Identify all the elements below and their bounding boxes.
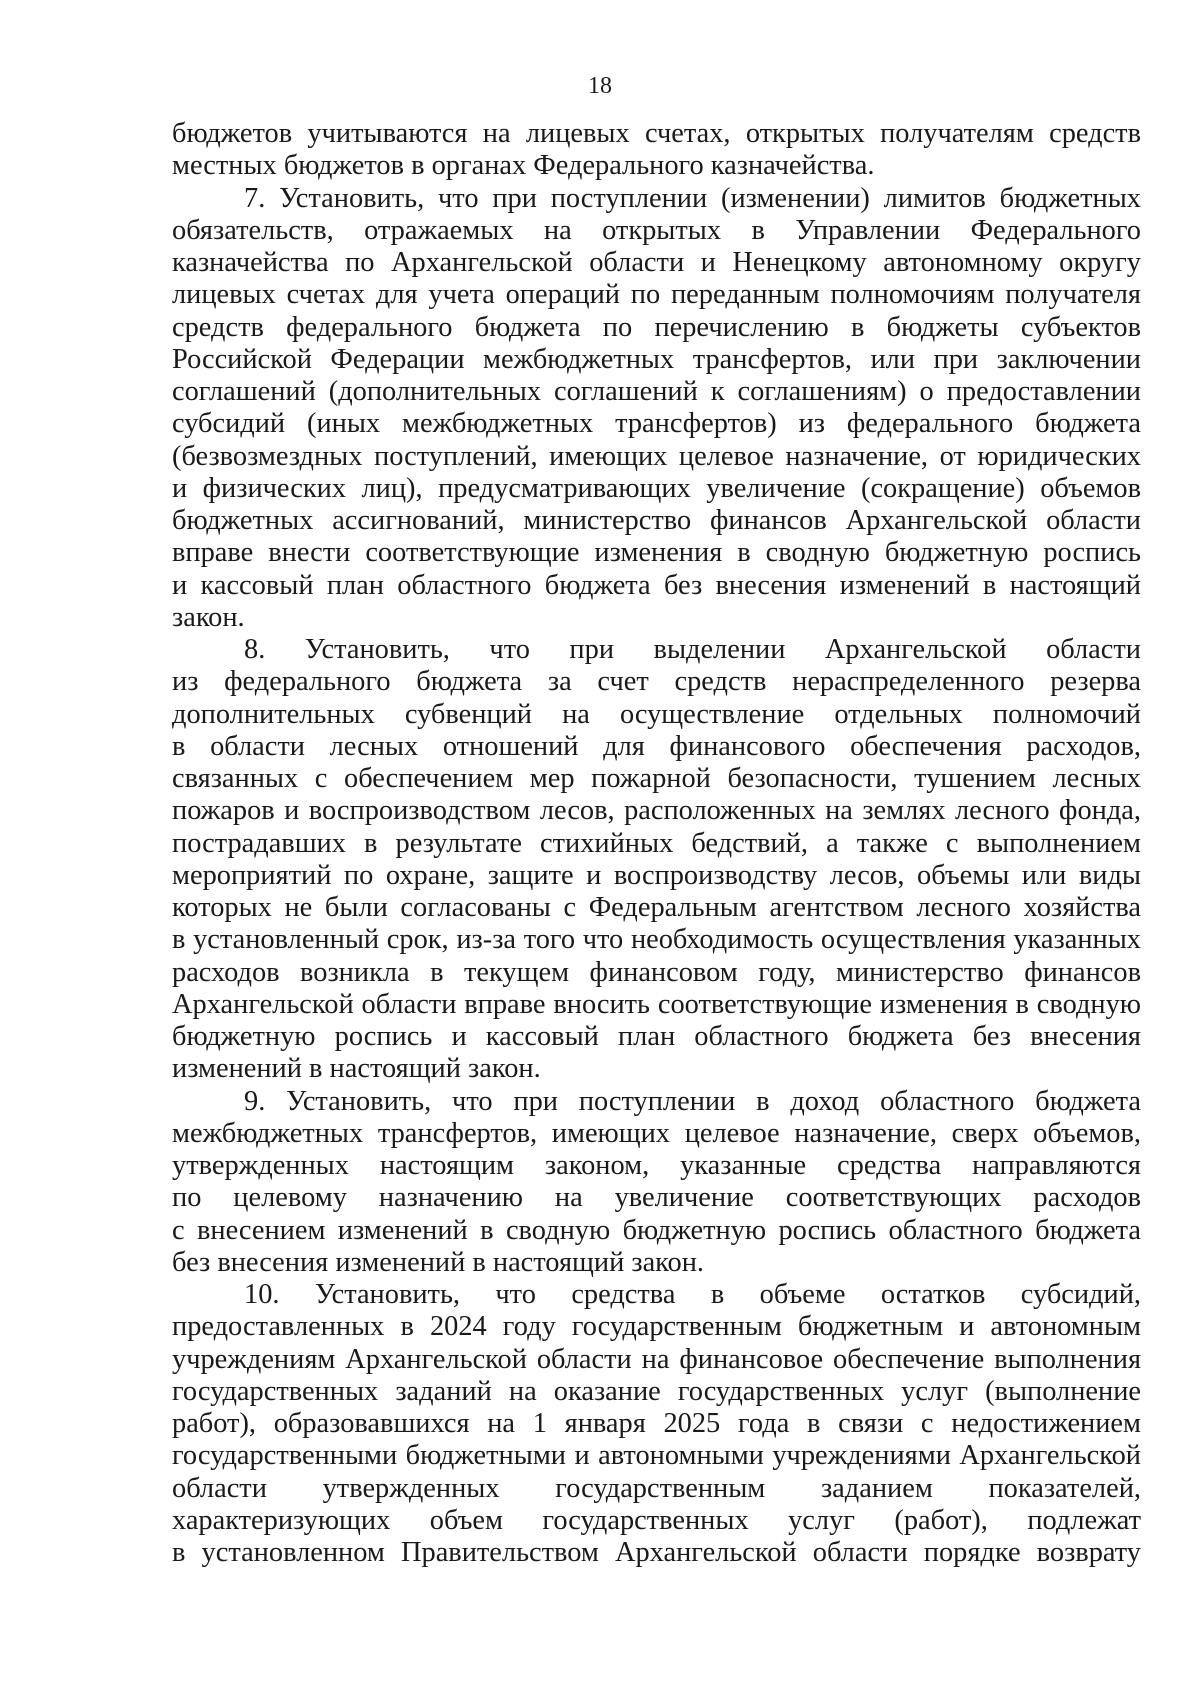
text-line: государственных заданий на оказание государственных услуг (выполнение [172,1375,1141,1407]
text-line: предоставленных в 2024 году государственным бюджетным и автономным [172,1311,1141,1343]
text-line: казначейства по Архангельской области и Ненецкому автономному округу [172,247,1141,278]
text-line: расходов возникла в текущем финансовом году, министерство финансов [172,956,1141,988]
text-line: в установленном Правительством Архангельской области порядке возврату [172,1537,1141,1568]
text-line: из федерального бюджета за счет средств нераспределенного резерва [172,666,1141,698]
text-line: 10. Установить, что средства в объеме остатков субсидий, [244,1279,1141,1310]
text-line: в области лесных отношений для финансового обеспечения расходов, [172,730,1141,762]
text-line: бюджетных ассигнований, министерство финансов Архангельской области [172,505,1141,536]
text-line: средств федерального бюджета по перечислению в бюджеты субъектов [172,311,1141,343]
text-line: и кассовый план областного бюджета без внесения изменений в настоящий [172,569,1141,601]
text-line: учреждениям Архангельской области на финансовое обеспечение выполнения [172,1343,1141,1375]
text-line: без внесения изменений в настоящий закон. [172,1246,705,1278]
paragraph [172,183,1141,635]
text-line: субсидий (иных межбюджетных трансфертов) из федерального бюджета [172,408,1141,440]
text-line: лицевых счетах для учета операций по переданным полномочиям получателя [172,279,1141,311]
document-body [172,118,1141,1569]
text-line: области утвержденных государственным заданием показателей, [172,1472,1141,1504]
text-line: вправе внести соответствующие изменения в сводную бюджетную роспись [172,537,1141,569]
text-line: пострадавших в результате стихийных бедствий, а также с выполнением [172,827,1141,859]
text-line: государственными бюджетными и автономными учреждениями Архангельской [172,1440,1141,1472]
paragraph [172,634,1141,1086]
text-line: по целевому назначению на увеличение соответствующих расходов [172,1182,1141,1214]
paragraph [172,1086,1141,1280]
text-line: мероприятий по охране, защите и воспроизводству лесов, объемы или виды [172,859,1141,891]
page-number: 18 [588,73,612,99]
text-line: бюджетную роспись и кассовый план областного бюджета без внесения [172,1021,1141,1052]
paragraph [172,118,1141,183]
text-line: в установленный срок, из-за того что необходимость осуществления указанных [172,924,1141,956]
text-line: Российской Федерации межбюджетных трансфертов, или при заключении [172,343,1141,375]
text-line: которых не были согласованы с Федеральным агентством лесного хозяйства [172,892,1141,923]
text-line: закон. [172,601,245,633]
text-line: работ), образовавшихся на 1 января 2025 года в связи с недостижением [172,1408,1141,1439]
text-line: дополнительных субвенций на осуществление отдельных полномочий [172,698,1141,730]
text-line: и физических лиц), предусматривающих увеличение (сокращение) объемов [172,472,1141,504]
text-line: характеризующих объем государственных услуг (работ), подлежат [172,1504,1141,1536]
text-line: связанных с обеспечением мер пожарной безопасности, тушением лесных [172,763,1141,794]
text-line: Архангельской области вправе вносить соответствующие изменения в сводную [172,988,1141,1020]
text-line: бюджетов учитываются на лицевых счетах, открытых получателям средств [172,118,1141,149]
text-line: межбюджетных трансфертов, имеющих целевое назначение, сверх объемов, [172,1117,1141,1149]
paragraph [172,1279,1141,1569]
text-line: 8. Установить, что при выделении Архангельской области [244,634,1141,665]
text-line: местных бюджетов в органах Федерального казначейства. [172,150,875,182]
text-line: 9. Установить, что при поступлении в доход областного бюджета [244,1085,1141,1117]
text-line: изменений в настоящий закон. [172,1053,541,1085]
text-line: пожаров и воспроизводством лесов, расположенных на землях лесного фонда, [172,795,1141,827]
text-line: соглашений (дополнительных соглашений к соглашениям) о предоставлении [172,376,1141,407]
text-line: обязательств, отражаемых на открытых в Управлении Федерального [172,214,1141,246]
text-line: 7. Установить, что при поступлении (изменении) лимитов бюджетных [244,182,1141,214]
text-line: с внесением изменений в сводную бюджетную роспись областного бюджета [172,1214,1141,1246]
text-line: (безвозмездных поступлений, имеющих целевое назначение, от юридических [172,440,1141,472]
text-line: утвержденных настоящим законом, указанные средства направляются [172,1150,1141,1181]
